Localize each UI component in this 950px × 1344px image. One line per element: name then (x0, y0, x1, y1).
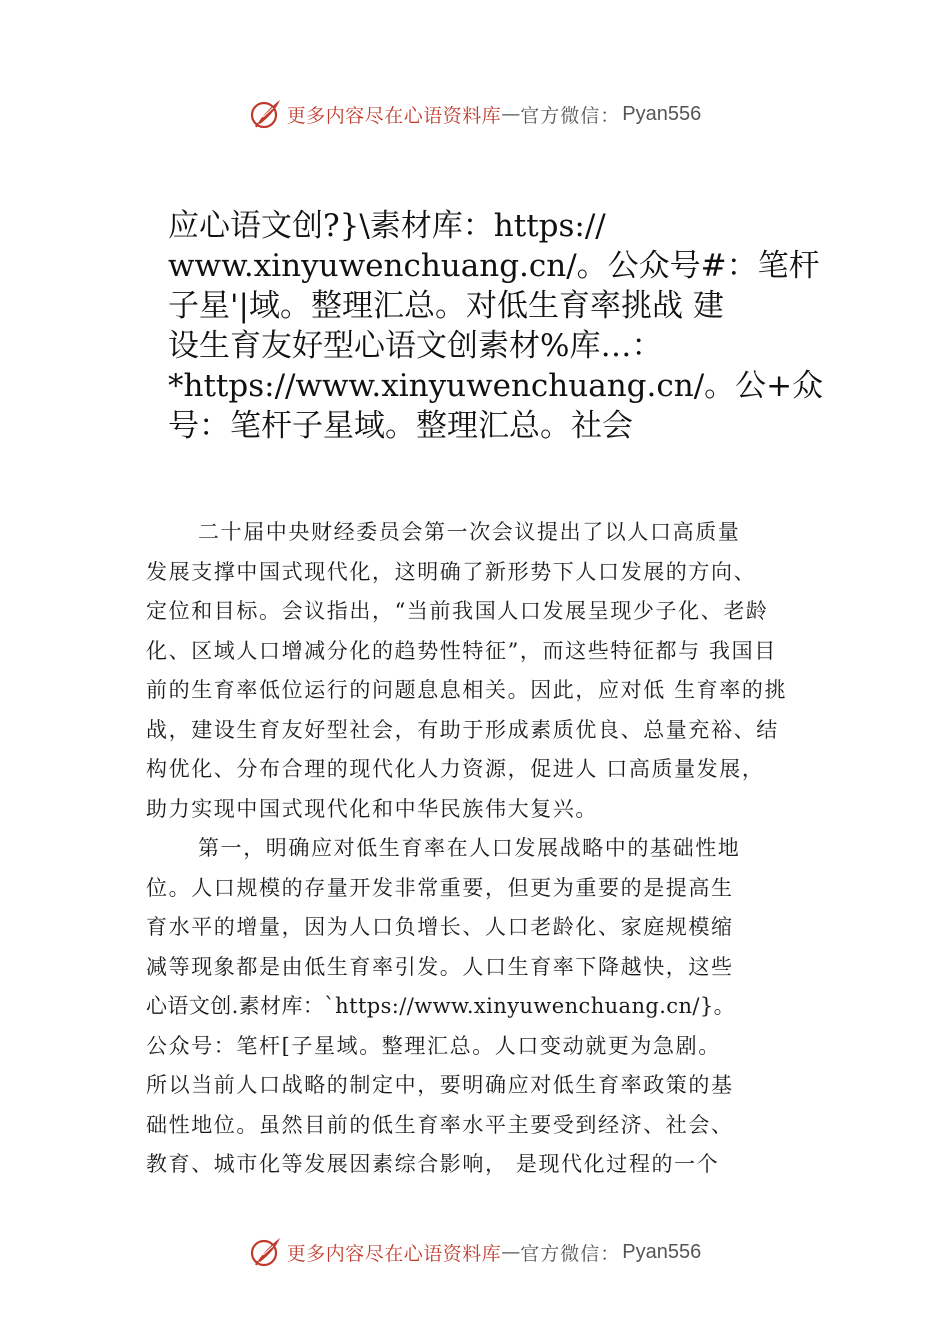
body-line: 构优化、分布合理的现代化人力资源，促进人 口高质量发展， (146, 757, 765, 781)
body-line: 育水平的增量，因为人口负增长、人口老龄化、家庭规模缩 (146, 915, 734, 939)
body-line: 化、区域人口增减分化的趋势性特征”，而这些特征都与 我国目 (146, 638, 777, 663)
banner-wechat-id: Pyan556 (622, 102, 702, 125)
heading-line: 应心语文创?}\素材库：https:// (168, 208, 606, 244)
footer-banner (0, 1232, 950, 1272)
body-line: 战，建设生育友好型社会，有助于形成素质优良、总量充裕、结 (146, 717, 779, 742)
body-line: 前的生育率低位运行的问题息息相关。因此，应对低 生育率的挑 (146, 678, 788, 702)
quill-pen-logo-icon (249, 1235, 283, 1269)
banner-wechat-label: 官方微信： (520, 1242, 621, 1265)
article-body (146, 513, 846, 1185)
body-line: 第一，明确应对低生育率在人口发展战略中的基础性地 (198, 836, 741, 860)
heading-line: 子星'|域。整理汇总。对低生育率挑战 建 (168, 288, 724, 324)
body-line: 教育、城市化等发展因素综合影响， 是现代化过程的一个 (146, 1152, 720, 1176)
banner-separator: — (501, 103, 521, 125)
heading-line: 设生育友好型心语文创素材%库…： (168, 328, 663, 364)
body-line: 公众号：笔杆[子星域。整理汇总。人口变动就更为急剧。 (146, 1033, 721, 1058)
banner-wechat-label: 官方微信： (520, 104, 621, 127)
body-line: 发展支撑中国式现代化，这明确了新形势下人口发展的方向、 (146, 559, 757, 584)
page-heading (168, 206, 848, 446)
body-line: 助力实现中国式现代化和中华民族伟大复兴。 (146, 796, 598, 821)
heading-line: 号：笔杆子星域。整理汇总。社会 (168, 408, 633, 444)
body-line: 位。人口规模的存量开发非常重要，但更为重要的是提高生 (146, 875, 734, 900)
body-line: 所以当前人口战略的制定中，要明确应对低生育率政策的基 (146, 1073, 734, 1097)
banner-title: 更多内容尽在心语资料库 (286, 104, 502, 127)
body-line: 减等现象都是由低生育率引发。人口生育率下降越快，这些 (146, 954, 734, 979)
body-line: 定位和目标。会议指出，“当前我国人口发展呈现少子化、老龄 (146, 599, 769, 623)
quill-pen-logo-icon (249, 97, 283, 131)
banner-title: 更多内容尽在心语资料库 (286, 1242, 502, 1265)
banner-separator: — (501, 1241, 521, 1263)
body-line: 心语文创.素材库：`https://www.xinyuwenchuang.cn/}。 (146, 994, 736, 1018)
banner-wechat-id: Pyan556 (622, 1240, 702, 1263)
heading-line: *https://www.xinyuwenchuang.cn/。公+众 (168, 368, 824, 404)
heading-line: www.xinyuwenchuang.cn/。公众号#：笔杆 (168, 248, 820, 284)
body-line: 二十届中央财经委员会第一次会议提出了以人口高质量 (198, 520, 741, 544)
header-banner (0, 94, 950, 134)
body-line: 础性地位。虽然目前的低生育率水平主要受到经济、社会、 (146, 1112, 734, 1137)
